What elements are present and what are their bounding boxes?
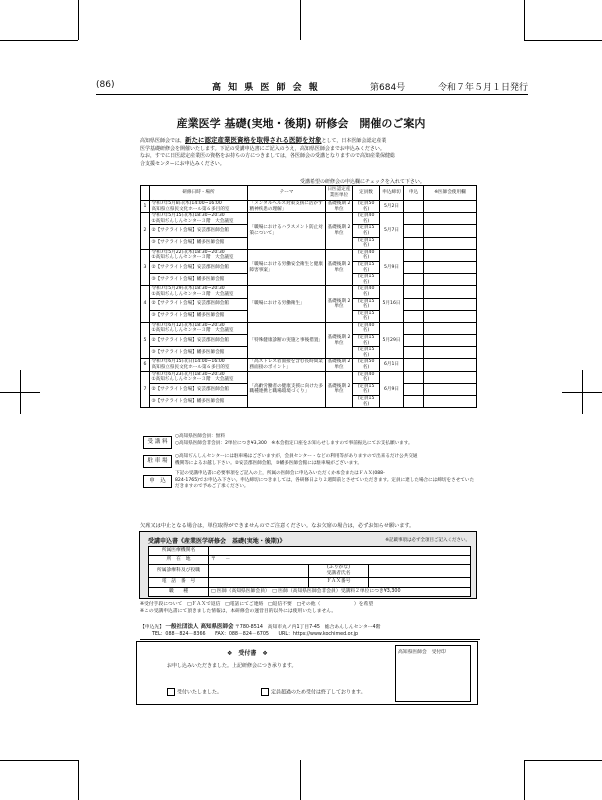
apply-checkbox-cell[interactable] bbox=[404, 371, 424, 383]
form-label: ＦＡＸ番号 bbox=[309, 578, 369, 587]
session-place: ③【サテライト会場】幡多医師会館 bbox=[151, 313, 225, 319]
address-field[interactable]: 〒 － bbox=[209, 556, 471, 565]
application-form bbox=[139, 531, 477, 599]
session-datetime: 令和7年5月8日(木)14:00~16:00 bbox=[151, 201, 222, 206]
session-place: ①高知ぢんしんセンター３階 大会議室 bbox=[151, 218, 234, 224]
form-row bbox=[149, 565, 471, 578]
session-unit: 基礎後期 2単位 bbox=[326, 213, 353, 250]
session-capacity: (定員15名) bbox=[353, 347, 380, 359]
session-number: 6 bbox=[141, 359, 150, 371]
session-deadline: 6月1日 bbox=[380, 359, 404, 371]
intro-emphasis: 新たに認定産業医資格を取得される医師を対象 bbox=[185, 136, 322, 144]
apply-checkbox-cell[interactable] bbox=[404, 335, 424, 347]
office-use-cell bbox=[424, 383, 477, 395]
checkbox[interactable] bbox=[261, 688, 269, 696]
intro-line: 合支援センターにお申込みください。 bbox=[140, 160, 225, 167]
session-datetime-place bbox=[150, 335, 248, 347]
name-label: 受講者氏名 bbox=[326, 571, 351, 577]
apply-checkbox-cell[interactable] bbox=[404, 347, 424, 359]
parking-text bbox=[175, 454, 475, 467]
session-capacity: (定員50名) bbox=[353, 359, 380, 371]
receipt-title: ❖ 受付書 ❖ bbox=[227, 650, 268, 657]
intro-text bbox=[140, 137, 475, 168]
session-unit: 基礎後期 2単位 bbox=[326, 286, 353, 323]
apply-line: 下記の受講申込書に必要事項をご記入の上，所属の医師会に申込みいただくか本会またはＦＡＸ(088- bbox=[175, 471, 385, 476]
intro-line: 医学基礎研修会を開催いたします。下記の受講申込書にご記入のうえ，高知県医師会までお申込みください。 bbox=[140, 145, 385, 152]
session-place: ③【サテライト会場】幡多医師会館 bbox=[151, 276, 225, 282]
session-capacity: (定員15名) bbox=[353, 383, 380, 395]
session-datetime-place bbox=[150, 237, 248, 249]
session-theme: 「職場における労働安全衛生と健康障害事案」 bbox=[248, 249, 326, 286]
page-title: 産業医学 基礎(実地・後期) 研修会 開催のご案内 bbox=[176, 117, 426, 130]
form-label: 所属医療機関名 bbox=[149, 547, 209, 556]
receipt-box bbox=[136, 641, 478, 705]
crop-mark bbox=[582, 370, 583, 414]
contact-address: 〒780-8514 高知市丸ノ内1丁目7-45 総合あんしんセンター4階 bbox=[234, 625, 381, 630]
occupation-field[interactable]: □ 医師（高知県医師会員） □ 医師（高知県医師会非会員）受講料２単位につき¥3,300 bbox=[209, 587, 471, 596]
office-use-cell bbox=[424, 261, 477, 273]
receipt-text: お申し込みいただきました。上記研修会につき承ります。 bbox=[167, 663, 297, 669]
phone-field[interactable] bbox=[209, 578, 309, 587]
intro-line: として，日本医師会認定産業 bbox=[321, 138, 387, 144]
session-capacity: (定員40名) bbox=[353, 322, 380, 334]
session-datetime-place bbox=[150, 286, 248, 298]
session-place: ③【サテライト会場】幡多医師会館 bbox=[151, 350, 225, 356]
session-datetime-place bbox=[150, 322, 248, 334]
session-capacity: (定員15名) bbox=[353, 225, 380, 237]
parking-label: 駐 車 場 bbox=[143, 455, 172, 468]
reply-method[interactable]: ※受付手段について □ＦＡＸで返信 □電話にてご連絡 □返信不要 □その他（ ）を希望 bbox=[140, 602, 374, 607]
crop-mark bbox=[524, 760, 602, 761]
intro-line: 高知県医師会では， bbox=[140, 138, 186, 144]
office-use-cell bbox=[424, 274, 477, 286]
apply-label: 申 込 bbox=[143, 475, 172, 488]
session-place: ③【サテライト会場】幡多医師会館 bbox=[151, 398, 225, 404]
furigana-label: (ふりがな) bbox=[327, 565, 350, 571]
apply-checkbox-cell[interactable] bbox=[404, 359, 424, 371]
apply-checkbox-cell[interactable] bbox=[404, 298, 424, 310]
session-number: 2 bbox=[141, 213, 150, 250]
session-capacity: (定員15名) bbox=[353, 396, 380, 408]
crop-mark bbox=[524, 40, 602, 41]
session-place: 高知県立県民文化ホール第６多目的室 bbox=[151, 206, 230, 212]
session-capacity: (定員15名) bbox=[353, 274, 380, 286]
col-capacity: 定員数 bbox=[353, 186, 380, 201]
session-capacity: (定員40名) bbox=[353, 213, 380, 225]
session-place: ①高知ぢんしんセンター３階 大会議室 bbox=[151, 377, 234, 383]
session-number: 1 bbox=[141, 201, 150, 213]
session-theme: 「職場における労働衛生」 bbox=[248, 286, 326, 323]
session-capacity: (定員15名) bbox=[353, 298, 380, 310]
contact-label: 【申込先】 bbox=[140, 625, 164, 630]
schedule-row bbox=[141, 249, 477, 261]
form-row bbox=[149, 587, 471, 596]
session-capacity: (定員50名) bbox=[353, 201, 380, 213]
office-use-cell bbox=[424, 213, 477, 225]
parking-line: ○高知ぢんしんセンターには駐車場はございますが，会員センター・などの利用等がありますので出来るだけ公共交通 bbox=[175, 454, 418, 459]
office-use-cell bbox=[424, 286, 477, 298]
contact-info bbox=[140, 622, 480, 640]
session-datetime-place bbox=[150, 213, 248, 225]
apply-checkbox-cell[interactable] bbox=[404, 286, 424, 298]
session-place: ①高知ぢんしんセンター３階 大会議室 bbox=[151, 255, 234, 261]
table-note: 受講希望の研修会の申込欄にチェックを入れて下さい。 bbox=[300, 179, 425, 185]
session-capacity: (定員15名) bbox=[353, 237, 380, 249]
col-unit: 日医認定産業医単位 bbox=[326, 186, 353, 201]
apply-checkbox-cell[interactable] bbox=[404, 274, 424, 286]
session-theme: 「メンタルヘルス対策支援に活かす精神疾患の理解」 bbox=[248, 201, 326, 213]
crop-mark bbox=[524, 760, 525, 800]
fax-field[interactable] bbox=[369, 578, 471, 587]
apply-checkbox-cell[interactable] bbox=[404, 237, 424, 249]
session-deadline: 5月9日 bbox=[380, 249, 404, 286]
session-datetime-place bbox=[150, 249, 248, 261]
form-label bbox=[309, 565, 369, 578]
session-datetime-place bbox=[150, 201, 248, 213]
schedule-row bbox=[141, 286, 477, 298]
crop-mark bbox=[0, 760, 78, 761]
journal-title: 高 知 県 医 師 会 報 bbox=[212, 83, 320, 93]
session-capacity: (定員15名) bbox=[353, 261, 380, 273]
form-row bbox=[149, 547, 471, 556]
table-header-row bbox=[141, 186, 477, 201]
session-capacity: (定員15名) bbox=[353, 310, 380, 322]
office-use-cell bbox=[424, 201, 477, 213]
stamp-label: 高知県医師会 受付印 bbox=[398, 650, 446, 655]
session-place: ③【サテライト会場】幡多医師会館 bbox=[151, 240, 225, 246]
office-use-cell bbox=[424, 310, 477, 322]
apply-text bbox=[175, 471, 475, 491]
apply-checkbox-cell[interactable] bbox=[404, 249, 424, 261]
apply-checkbox-cell[interactable] bbox=[404, 261, 424, 273]
col-apply: 申込 bbox=[404, 186, 424, 201]
checkbox[interactable] bbox=[167, 688, 175, 696]
office-use-cell bbox=[424, 396, 477, 408]
session-datetime-place bbox=[150, 274, 248, 286]
form-label: 職 種 bbox=[149, 587, 209, 596]
session-theme: 「高ストレス者面接を含む長時間業務面接のポイント」 bbox=[248, 359, 326, 371]
form-label: 所 在 地 bbox=[149, 556, 209, 565]
crop-mark bbox=[524, 0, 525, 40]
session-datetime-place bbox=[150, 396, 248, 408]
col-deadline: 申込締切 bbox=[380, 186, 404, 201]
session-datetime: 令和7年5月29日(木)18:30~20:30 bbox=[151, 286, 225, 292]
session-deadline: 5月7日 bbox=[380, 213, 404, 250]
name-field[interactable] bbox=[369, 565, 471, 578]
schedule-row bbox=[141, 213, 477, 225]
schedule-table bbox=[140, 185, 477, 408]
session-unit: 基礎後期 2単位 bbox=[326, 371, 353, 408]
page-header bbox=[96, 80, 528, 95]
schedule-row bbox=[141, 322, 477, 334]
session-datetime-place bbox=[150, 261, 248, 273]
session-datetime-place bbox=[150, 298, 248, 310]
session-theme: 「特殊健康診断の実施と事後措置」 bbox=[248, 322, 326, 359]
session-deadline: 5月29日 bbox=[380, 322, 404, 359]
session-capacity: (定員40名) bbox=[353, 249, 380, 261]
session-unit: 基礎後期 2単位 bbox=[326, 201, 353, 213]
fee-text bbox=[175, 434, 475, 447]
apply-checkbox-cell[interactable] bbox=[404, 201, 424, 213]
crop-mark bbox=[78, 0, 79, 40]
crop-mark bbox=[78, 760, 79, 800]
institution-field[interactable] bbox=[209, 547, 471, 556]
privacy-note: ※この受講申込書にて頂きました情報は，本研修会の運営目的以外には使用いたしません。 bbox=[140, 609, 337, 614]
session-place: ②【サテライト会場】安芸郡医師会館 bbox=[151, 264, 229, 270]
office-use-cell bbox=[424, 249, 477, 261]
schedule-row bbox=[141, 371, 477, 383]
form-row bbox=[149, 556, 471, 565]
page-number: (86) bbox=[96, 80, 115, 90]
apply-checkbox-cell[interactable] bbox=[404, 213, 424, 225]
crop-mark bbox=[0, 40, 78, 41]
session-number: 5 bbox=[141, 322, 150, 359]
session-datetime-place bbox=[150, 310, 248, 322]
apply-checkbox-cell[interactable] bbox=[404, 396, 424, 408]
office-use-cell bbox=[424, 298, 477, 310]
contact-org: 一般社団法人 高知県医師会 bbox=[165, 624, 234, 630]
col-no bbox=[141, 186, 150, 201]
col-office-use: ※医師会使用欄 bbox=[424, 186, 477, 201]
parking-line: 機関等によるお越し下さい。②安芸郡医師会館，③幡多医師会館には駐車場がございます。 bbox=[175, 460, 363, 466]
session-datetime: 令和7年6月12日(木)18:30~20:30 bbox=[151, 322, 225, 328]
receipt-option-label: 受付いたしました。 bbox=[177, 689, 223, 696]
form-label: 電 話 番 号 bbox=[149, 578, 209, 587]
session-place: ①高知ぢんしんセンター３階 大会議室 bbox=[151, 291, 234, 297]
office-use-cell bbox=[424, 347, 477, 359]
apply-checkbox-cell[interactable] bbox=[404, 322, 424, 334]
session-theme: 「職場におけるハラスメント防止対策について」 bbox=[248, 213, 326, 250]
session-datetime-place bbox=[150, 371, 248, 383]
receipt-full[interactable] bbox=[261, 688, 366, 696]
receipt-stamp-box bbox=[395, 645, 471, 702]
schedule-row bbox=[141, 359, 477, 371]
department-field[interactable] bbox=[209, 565, 309, 578]
session-number: 7 bbox=[141, 371, 150, 408]
session-place: ②【サテライト会場】安芸郡医師会館 bbox=[151, 228, 229, 234]
session-datetime-place bbox=[150, 383, 248, 395]
schedule-row bbox=[141, 201, 477, 213]
session-datetime: 令和7年6月23日(月)18:30~20:30 bbox=[151, 371, 225, 377]
session-place: ②【サテライト会場】安芸郡医師会館 bbox=[151, 386, 229, 392]
cancel-warning: 欠席又は中止となる場合は，単位取得ができませんのでご注意ください。なお欠席の場合は，必ずお知らせ願います。 bbox=[140, 523, 415, 529]
crop-mark bbox=[300, 0, 301, 40]
apply-checkbox-cell[interactable] bbox=[404, 383, 424, 395]
session-capacity: (定員15名) bbox=[353, 335, 380, 347]
form-note: ※記載事項は必ず全項目ご記入ください。 bbox=[385, 538, 470, 543]
session-datetime: 令和7年6月15日(日)14:00~16:00 bbox=[151, 359, 225, 365]
session-deadline: 6月9日 bbox=[380, 371, 404, 408]
issue-number: 第684号 bbox=[370, 83, 406, 93]
contact-tel: TEL：088－824－8366 FAX：088－824－6705 URL：https://www.kochimed.or.jp bbox=[152, 632, 359, 637]
session-theme: 「高齢労働者の健康支援に向けた多職種連携と職場環境づくり」 bbox=[248, 371, 326, 408]
form-label: 所属診療科及び役職 bbox=[149, 565, 209, 578]
office-use-cell bbox=[424, 371, 477, 383]
form-title: 受講申込書《産業医学研修会 基礎(実地・後期)》 bbox=[148, 538, 286, 545]
session-datetime-place bbox=[150, 225, 248, 237]
issue-date: 令和７年５月１日発行 bbox=[437, 83, 528, 93]
form-row bbox=[149, 578, 471, 587]
fee-label: 受 講 料 bbox=[143, 436, 172, 449]
receipt-accepted[interactable] bbox=[167, 688, 222, 696]
session-unit: 基礎後期 2単位 bbox=[326, 249, 353, 286]
office-use-cell bbox=[424, 335, 477, 347]
office-use-cell bbox=[424, 237, 477, 249]
session-datetime: 令和7年5月15日(木)18:30~20:30 bbox=[151, 213, 225, 219]
crop-mark bbox=[20, 370, 21, 414]
office-use-cell bbox=[424, 225, 477, 237]
session-capacity: (定員40名) bbox=[353, 371, 380, 383]
apply-line: 824-1765)でお申込み下さい。申込締切につきましては，各研修日より２週間前とさせていただきます。定員に達した場合には締切をさせていただきますので予めご了承ください。 bbox=[175, 477, 475, 489]
session-place: ②【サテライト会場】安芸郡医師会館 bbox=[151, 301, 229, 307]
receipt-option-label: 定員超過のため受付は終了しております。 bbox=[271, 689, 366, 696]
fee-line: ○高知県医師会非会員：2単位につき¥3,300 ※本会指定口座をお知らせしますので事前振込にてお支払願います。 bbox=[175, 440, 413, 446]
fee-line: ○高知県医師会員：無料 bbox=[175, 434, 225, 439]
col-datetime: 研修日時・場所 bbox=[150, 186, 248, 201]
session-datetime-place bbox=[150, 347, 248, 359]
session-deadline: 5月16日 bbox=[380, 286, 404, 323]
session-deadline: 5月2日 bbox=[380, 201, 404, 213]
session-number: 3 bbox=[141, 249, 150, 286]
session-datetime-place bbox=[150, 359, 248, 371]
session-unit: 基礎後期 2単位 bbox=[326, 322, 353, 359]
crop-mark bbox=[300, 760, 301, 800]
session-unit: 基礎後期 2単位 bbox=[326, 359, 353, 371]
office-use-cell bbox=[424, 359, 477, 371]
session-number: 4 bbox=[141, 286, 150, 323]
apply-checkbox-cell[interactable] bbox=[404, 225, 424, 237]
session-place: 高知県立県民文化ホール第６多目的室 bbox=[151, 365, 230, 371]
session-place: ①高知ぢんしんセンター３階 大会議室 bbox=[151, 328, 234, 334]
form-table bbox=[148, 546, 471, 597]
session-datetime: 令和7年5月22日(木)18:30~20:30 bbox=[151, 249, 225, 255]
intro-line: なお，すでに日医認定産業医の資格をお持ちの方につきましては，各医師会の受講となりますので高知産業保健総 bbox=[140, 153, 396, 159]
col-theme: テーマ bbox=[248, 186, 326, 201]
session-place: ②【サテライト会場】安芸郡医師会館 bbox=[151, 337, 229, 343]
office-use-cell bbox=[424, 322, 477, 334]
apply-checkbox-cell[interactable] bbox=[404, 310, 424, 322]
session-capacity: (定員40名) bbox=[353, 286, 380, 298]
